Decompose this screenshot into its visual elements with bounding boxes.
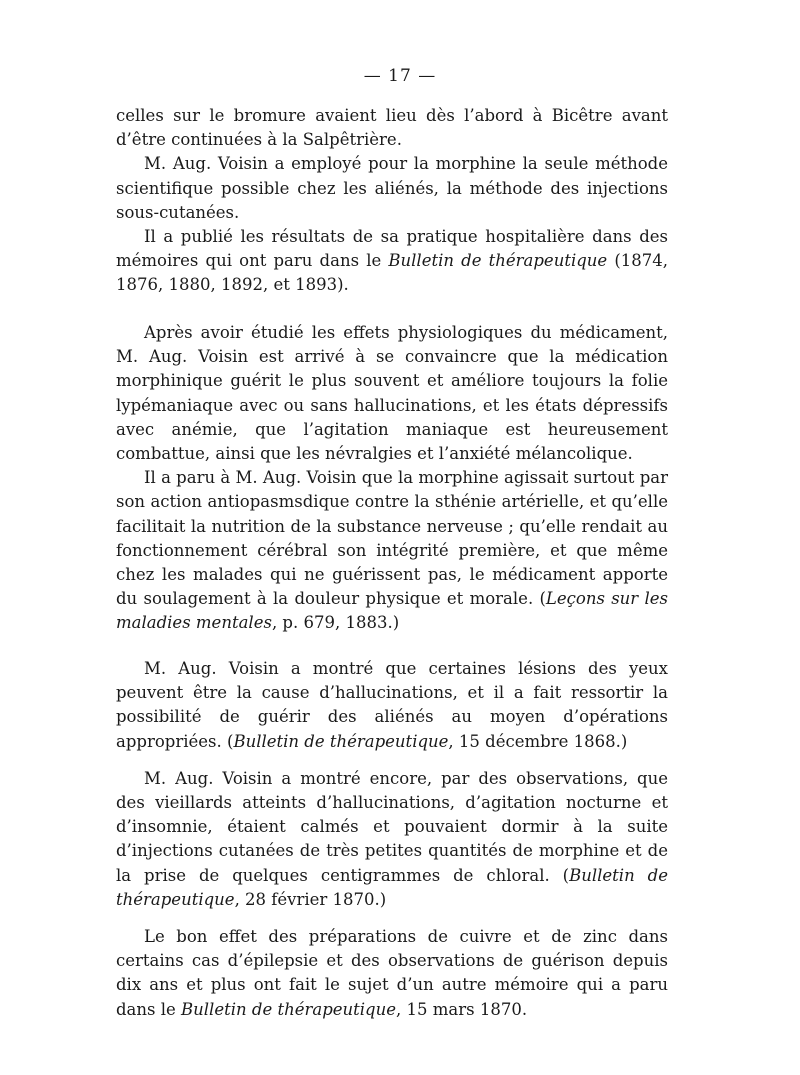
page-number: — 17 —: [363, 66, 437, 86]
paragraph-7-text: M. Aug. Voisin a montré encore, par des observations, que des vieillards atteints d’hallucinations, d’agitation nocturne et d’insomnie, étaient calmés et pouvaient dormir à la suite d’injections cutanées de très petites quantités de morphine et de la prise de quelques centigrammes de chloral. (: [116, 768, 668, 885]
paragraph-2: M. Aug. Voisin a employé pour la morphine la seule méthode scientifique possible chez les aliénés, la méthode des injections sous-cutanées.: [116, 154, 668, 222]
paragraph-3: [116, 225, 668, 298]
journal-title: Bulletin de thérapeutique: [181, 999, 397, 1019]
paragraph-5-reference: , p. 679, 1883.): [271, 613, 400, 633]
text-block-middle: [116, 321, 668, 636]
paragraph-6-date: , 15 décembre 1868.): [448, 731, 628, 751]
paragraph-1: celles sur le bromure avaient lieu dès l’abord à Bicêtre avant d’être continuées à la Salpêtrière.: [116, 106, 668, 150]
paragraph-6: [116, 657, 668, 754]
text-block-lower: [116, 657, 668, 1022]
journal-title: Bulletin de thérapeutique: [116, 865, 668, 909]
paragraph-7-date: , 28 février 1870.): [234, 889, 387, 909]
paragraph-3-text: Il a publié les résultats de sa pratique hospitalière dans des mémoires qui ont paru dans le: [116, 227, 668, 271]
journal-title: Bulletin de thérapeutique: [233, 731, 449, 751]
text-block-upper: [116, 104, 668, 298]
paragraph-5: [116, 466, 668, 635]
book-title: Leçons sur les maladies mentales: [116, 589, 668, 633]
paragraph-8-date: , 15 mars 1870.: [396, 999, 528, 1019]
paragraph-8-text: Le bon effet des préparations de cuivre et de zinc dans certains cas d’épilepsie et des observations de guérison depuis dix ans et plus ont fait le sujet d’un autre mémoire qui a paru dans le: [116, 927, 668, 1019]
paragraph-3-dates: (1874, 1876, 1880, 1892, et 1893).: [116, 251, 669, 295]
paragraph-4: Après avoir étudié les effets physiologiques du médicament, M. Aug. Voisin est arrivé à se convaincre que la médication morphinique guérit le plus souvent et améliore toujours la folie lypémaniaque avec ou sans hallucinations, et les états dépressifs avec anémie, que l’agitation maniaque est heureusement combattue, ainsi que les névralgies et l’anxiété mélancolique.: [116, 323, 668, 464]
paragraph-7: [116, 767, 668, 912]
paragraph-6-text: M. Aug. Voisin a montré que certaines lésions des yeux peuvent être la cause d’hallucinations, et il a fait ressortir la possibilité de guérir des aliénés au moyen d’opérations appropriées. (: [116, 659, 668, 751]
paragraph-8: [116, 925, 668, 1022]
journal-title: Bulletin de thérapeutique: [388, 251, 608, 271]
paragraph-5-text: Il a paru à M. Aug. Voisin que la morphine agissait surtout par son action antiopasmsdique contre la sthénie artérielle, et qu’elle facilitait la nutrition de la substance nerveuse ; qu’elle rendait au fonctionnement cérébral son intégrité première, et que même chez les malades qui ne guérissent pas, le médicament apporte du soulagement à la douleur physique et morale. (: [116, 468, 668, 609]
